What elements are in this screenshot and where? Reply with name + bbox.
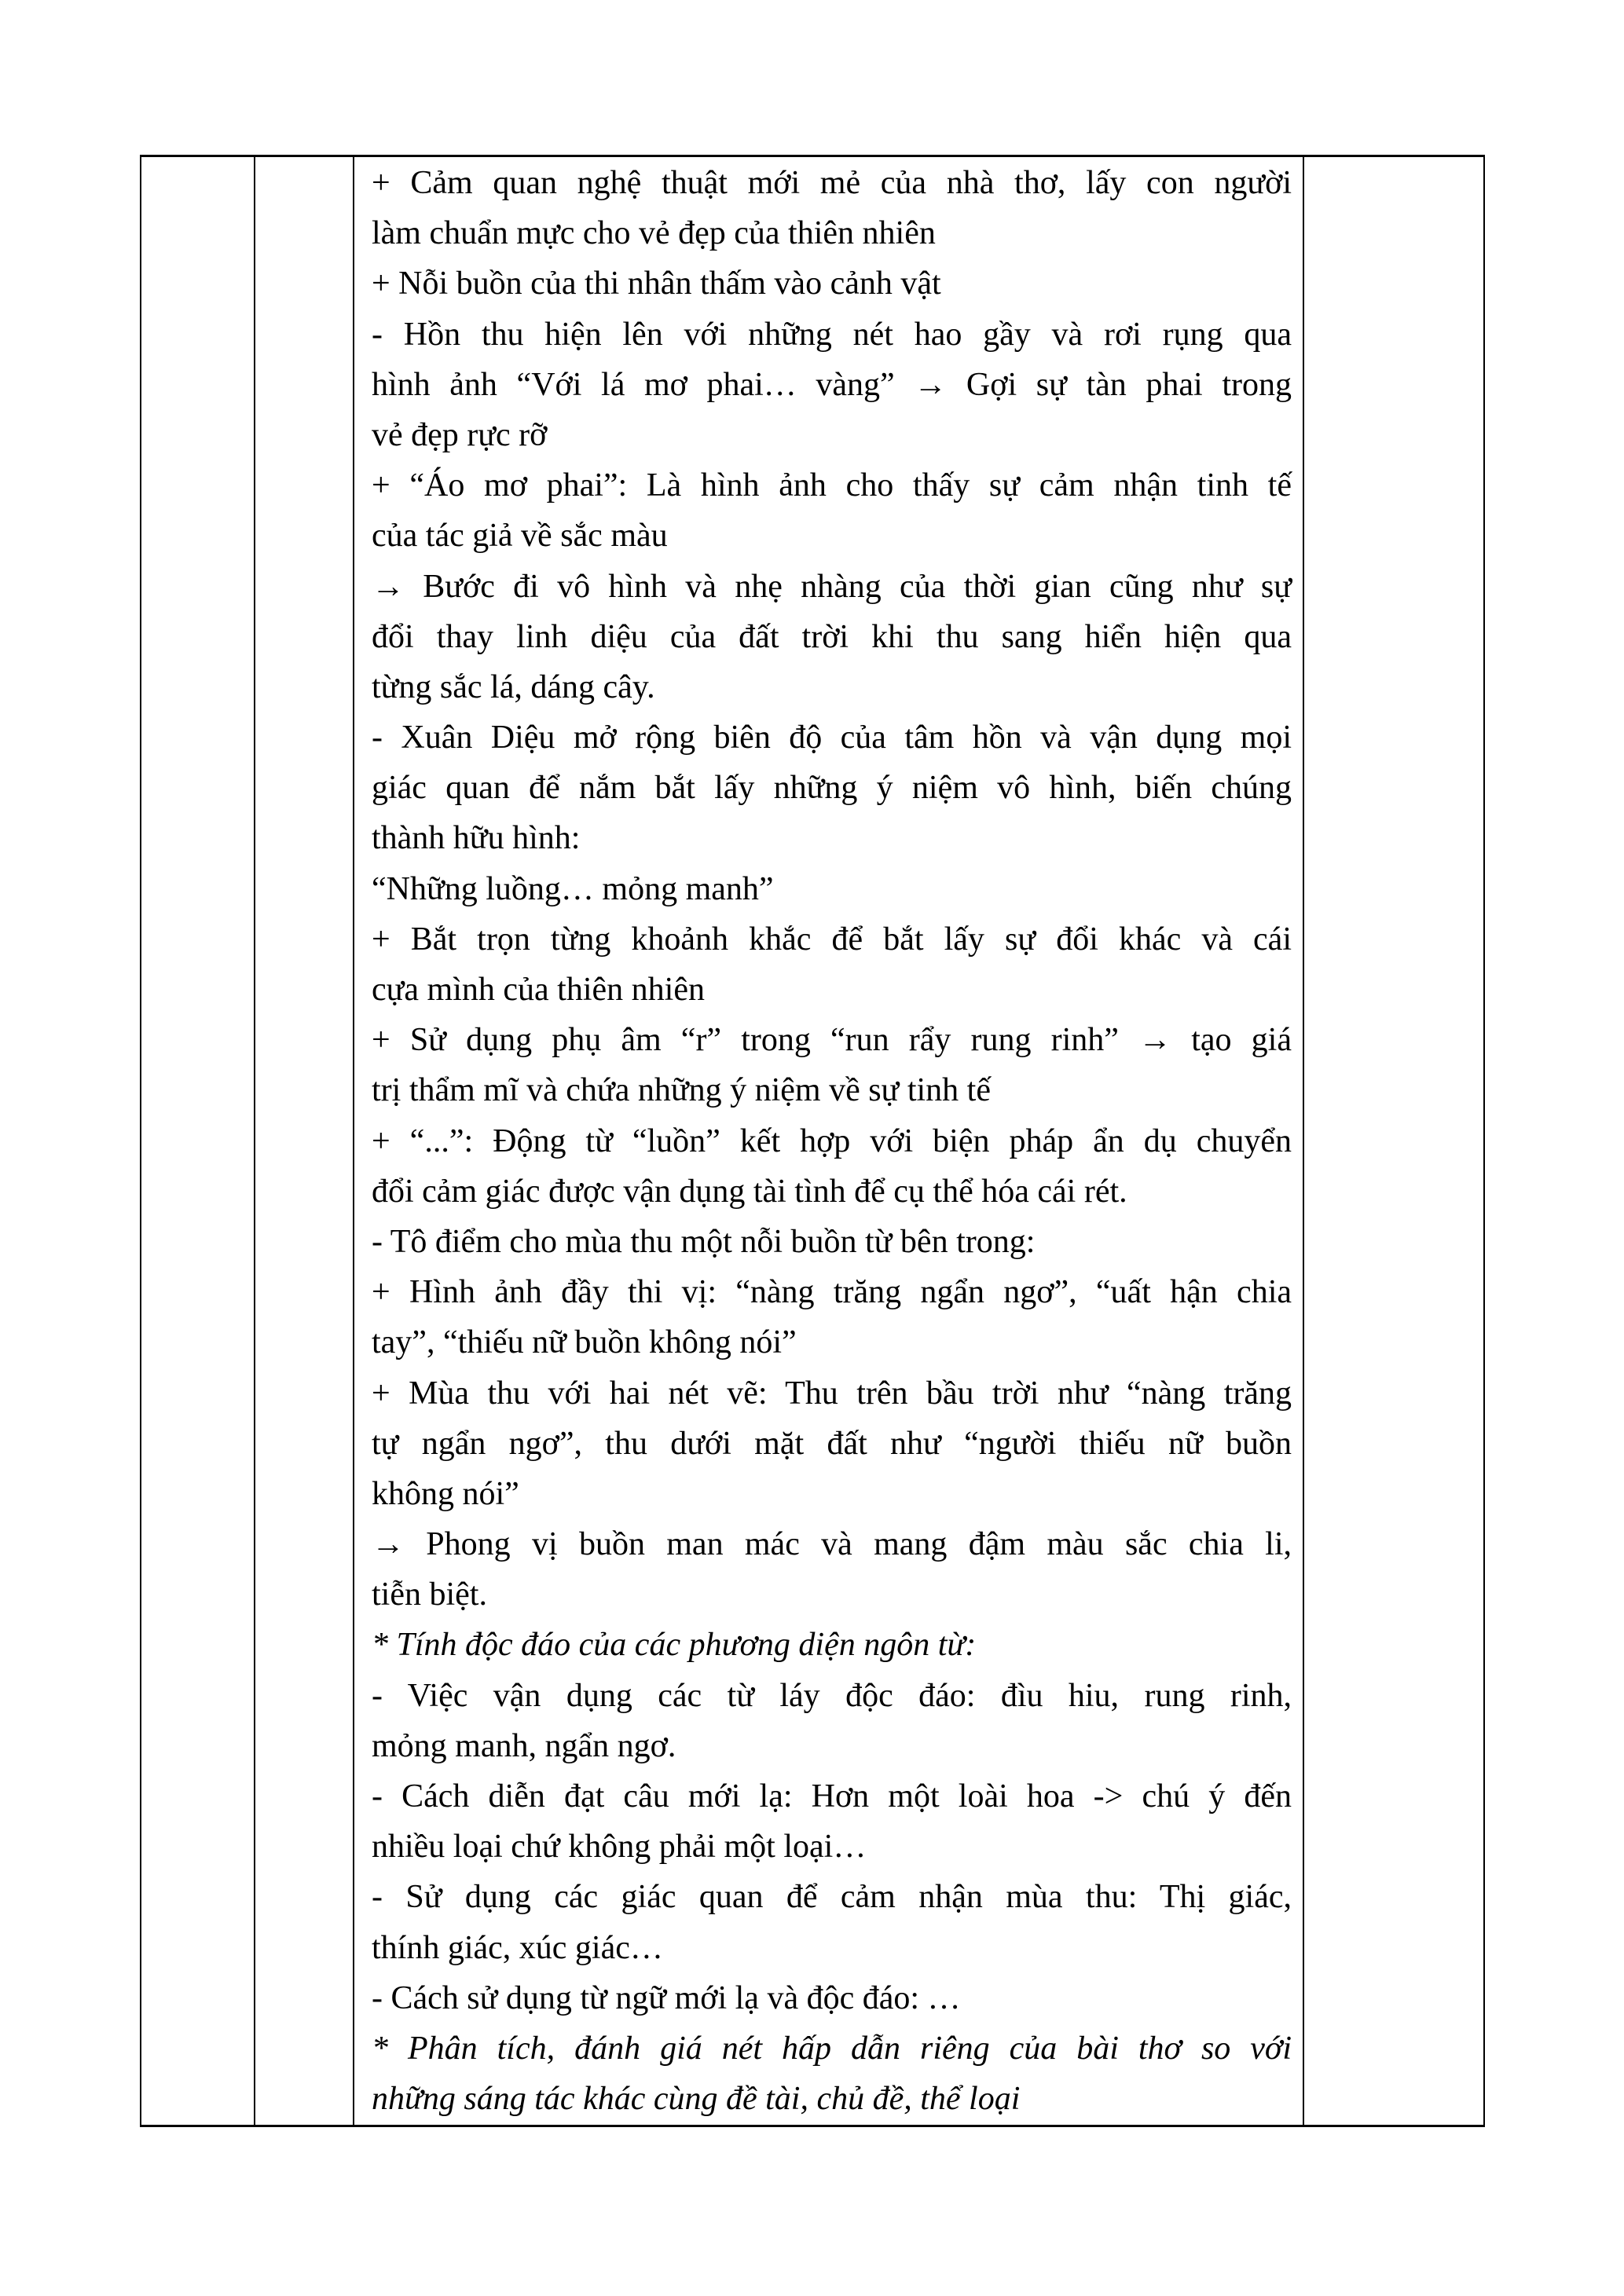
text-line: nhiều loại chứ không phải một loại… xyxy=(372,1829,867,1866)
text-line: + “...”: Động từ “luồn” kết hợp với biện pháp ẩn dụ chuyển xyxy=(372,1122,1292,1159)
text-line: đổi thay linh diệu của đất trời khi thu sang hiển hiện qua xyxy=(372,618,1292,655)
text-line: + Cảm quan nghệ thuật mới mẻ của nhà thơ, lấy con người xyxy=(372,165,1292,201)
text-line: vẻ đẹp rực rỡ xyxy=(372,416,548,453)
text-line: hình ảnh “Với lá mơ phai… vàng” → Gợi sự tàn phai trong xyxy=(372,366,1292,403)
text-line: - Cách sử dụng từ ngữ mới lạ và độc đáo: … xyxy=(372,1979,961,2016)
text-line: * Tính độc đáo của các phương diện ngôn từ: xyxy=(372,1627,977,1664)
text-line: - Cách diễn đạt câu mới lạ: Hơn một loài hoa -> chú ý đến xyxy=(372,1778,1292,1814)
table-cell-content xyxy=(354,157,1304,2125)
text-line: + Bắt trọn từng khoảnh khắc để bắt lấy sự đổi khác và cái xyxy=(372,921,1292,958)
text-line: - Hồn thu hiện lên với những nét hao gầy và rơi rụng qua xyxy=(372,316,1292,353)
lesson-plan-table xyxy=(140,155,1485,2127)
text-line: “Những luồng… mỏng manh” xyxy=(372,870,774,907)
text-line: tay”, “thiếu nữ buồn không nói” xyxy=(372,1324,797,1361)
text-line: thính giác, xúc giác… xyxy=(372,1929,663,1966)
text-line: - Xuân Diệu mở rộng biên độ của tâm hồn và vận dụng mọi xyxy=(372,720,1292,756)
table-cell-left-2 xyxy=(255,157,354,2125)
text-line: thành hữu hình: xyxy=(372,820,581,857)
text-line: từng sắc lá, dáng cây. xyxy=(372,668,655,705)
text-line: giác quan để nắm bắt lấy những ý niệm vô hình, biến chúng xyxy=(372,770,1292,807)
table-cell-right xyxy=(1304,157,1483,2125)
text-line: cựa mình của thiên nhiên xyxy=(372,972,705,1008)
text-line: + Sử dụng phụ âm “r” trong “run rẩy rung rinh” → tạo giá xyxy=(372,1022,1292,1059)
text-line: trị thẩm mĩ và chứa những ý niệm về sự tinh tế xyxy=(372,1072,991,1109)
text-line: - Tô điểm cho mùa thu một nỗi buồn từ bên trong: xyxy=(372,1223,1036,1260)
text-line: → Bước đi vô hình và nhẹ nhàng của thời gian cũng như sự xyxy=(372,568,1292,605)
text-line: những sáng tác khác cùng đề tài, chủ đề, thể loại xyxy=(372,2081,1021,2118)
text-line: → Phong vị buồn man mác và mang đậm màu sắc chia li, xyxy=(372,1526,1292,1563)
table-cell-left-1 xyxy=(141,157,255,2125)
text-line: của tác giả về sắc màu xyxy=(372,518,668,555)
text-line: + Mùa thu với hai nét vẽ: Thu trên bầu trời như “nàng trăng xyxy=(372,1375,1292,1412)
content-lines xyxy=(372,158,1292,2124)
text-line: * Phân tích, đánh giá nét hấp dẫn riêng của bài thơ so với xyxy=(372,2030,1292,2067)
text-line: - Việc vận dụng các từ láy độc đáo: đìu hiu, rung rinh, xyxy=(372,1677,1292,1714)
text-line: không nói” xyxy=(372,1475,519,1512)
text-line: + Nỗi buồn của thi nhân thấm vào cảnh vật xyxy=(372,265,941,302)
text-line: + Hình ảnh đầy thi vị: “nàng trăng ngẩn ngơ”, “uất hận chia xyxy=(372,1274,1292,1311)
text-line: - Sử dụng các giác quan để cảm nhận mùa thu: Thị giác, xyxy=(372,1879,1292,1916)
text-line: tiễn biệt. xyxy=(372,1576,487,1613)
text-line: + “Áo mơ phai”: Là hình ảnh cho thấy sự cảm nhận tinh tế xyxy=(372,467,1292,504)
text-line: đổi cảm giác được vận dụng tài tình để cụ thể hóa cái rét. xyxy=(372,1173,1127,1210)
text-line: tự ngẩn ngơ”, thu dưới mặt đất như “người thiếu nữ buồn xyxy=(372,1425,1292,1462)
text-line: mỏng manh, ngẩn ngơ. xyxy=(372,1727,676,1764)
text-line: làm chuẩn mực cho vẻ đẹp của thiên nhiên xyxy=(372,215,936,252)
